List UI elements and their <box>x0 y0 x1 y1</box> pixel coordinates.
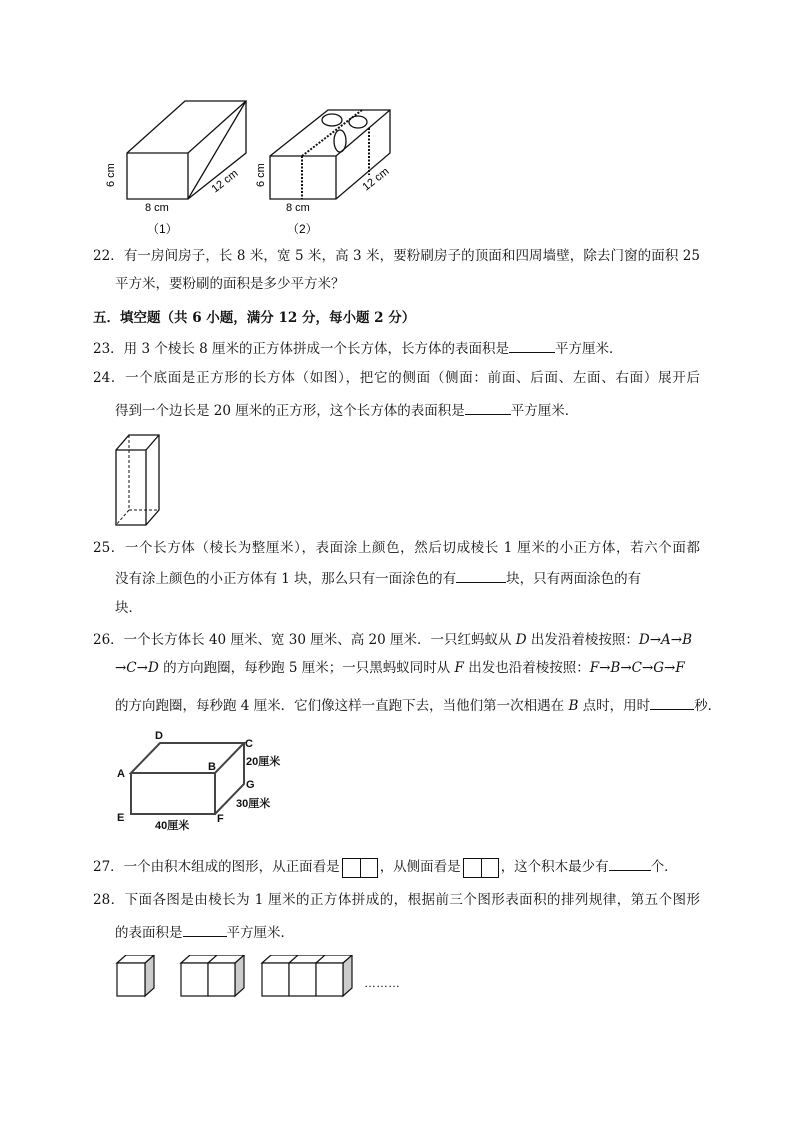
figure-cuboid-ants <box>100 725 300 835</box>
front-view-figure <box>342 858 378 878</box>
q22-line2: 平方米，要粉刷的面积是多少平方米？ <box>115 276 345 292</box>
q28-line2 <box>115 923 700 942</box>
section-heading: 五．填空题（共 6 小题，满分 12 分，每小题 2 分） <box>93 310 416 326</box>
point-b: B <box>568 698 579 714</box>
label-c: C <box>245 738 253 750</box>
q26-answer-blank[interactable] <box>650 696 694 710</box>
q28-unit: 平方厘米． <box>226 925 294 941</box>
q26-line3 <box>115 696 722 715</box>
q25-line1: 25．一个长方体（棱长为整厘米），表面涂上颜色，然后切成棱长 1 厘米的小正方体，若六个面都 <box>93 540 700 556</box>
black-ant-route: F→B→C→G→F <box>589 660 685 676</box>
depth-label-1: 12 cm <box>209 167 241 196</box>
length-label: 40厘米 <box>155 820 190 832</box>
q27 <box>93 857 700 878</box>
label-g: G <box>246 779 255 791</box>
q27-unit: 个． <box>650 859 678 875</box>
point-f: F <box>454 660 464 676</box>
label-a: A <box>117 768 125 780</box>
label-d: D <box>155 730 163 742</box>
q23 <box>93 339 700 358</box>
q26-unit: 秒． <box>694 698 722 714</box>
q27-text-2: ，从侧面看是 <box>379 859 461 875</box>
q28-text: 的表面积是 <box>115 925 183 941</box>
q26-text: 点时，用时 <box>578 698 651 714</box>
q26-line2 <box>115 659 700 677</box>
ellipsis-dots: ……… <box>364 976 400 990</box>
q26-line1 <box>93 631 700 649</box>
width-label-1: 8 cm <box>145 202 169 214</box>
q28-answer-blank[interactable] <box>183 923 227 937</box>
q23-text: 23．用 3 个棱长 8 厘米的正方体拼成一个长方体，长方体的表面积是 <box>93 341 510 357</box>
q27-text-3: ，这个积木最少有 <box>500 859 609 875</box>
figure-cuboid-and-gift-box <box>100 95 420 240</box>
q25-text: 没有涂上颜色的小正方体有 1 块，那么只有一面涂色的有 <box>115 571 457 587</box>
q25-answer-blank-1[interactable] <box>456 569 506 583</box>
q27-text: 27．一个由积木组成的图形，从正面看是 <box>93 859 340 875</box>
q24-unit: 平方厘米． <box>510 403 579 419</box>
figure-square-prism <box>113 432 163 528</box>
label-e: E <box>117 812 125 824</box>
height-label: 20厘米 <box>246 756 281 768</box>
q24-text: 得到一个边长是 20 厘米的正方形，这个长方体的表面积是 <box>115 403 465 419</box>
q25-unit: 块． <box>115 600 142 616</box>
q25-line3 <box>115 599 700 617</box>
q26-text: 出发也沿着棱按照： <box>463 660 590 676</box>
q23-answer-blank[interactable] <box>509 339 555 353</box>
q22-line1: 22．有一房间房子，长 8 米，宽 5 米，高 3 米，要粉刷房子的顶面和四周墙壁，除去门窗的面积 25 <box>93 248 700 264</box>
q26-text: 26．一个长方体长 40 厘米、宽 30 厘米、高 20 厘米．一只红蚂蚁从 <box>93 632 516 648</box>
q28-line1: 28．下面各图是由棱长为 1 厘米的正方体拼成的，根据前三个图形表面积的排列规律，第五个图形 <box>93 892 700 908</box>
q25-line2 <box>115 569 700 588</box>
point-d: D <box>515 632 527 648</box>
q25-text-2: 块，只有两面涂色的有 <box>506 571 642 587</box>
q24-line1: 24．一个底面是正方形的长方体（如图），把它的侧面（侧面：前面、后面、左面、右面）展开后 <box>93 370 700 386</box>
q26-text: 的方向跑圈，每秒跑 5 厘米；一只黑蚂蚁同时从 <box>158 660 455 676</box>
side-view-figure <box>463 858 499 878</box>
caption-2: （2） <box>287 222 318 236</box>
figure-cube-sequence <box>110 955 410 1005</box>
q24-line2 <box>115 401 700 420</box>
q26-text: 的方向跑圈，每秒跑 4 厘米．它们像这样一直跑下去，当他们第一次相遇在 <box>115 698 569 714</box>
height-label-2: 6 cm <box>255 163 267 187</box>
width-label: 30厘米 <box>236 798 271 810</box>
red-ant-route: D→A→B <box>638 632 693 648</box>
red-ant-route-cont: →C→D <box>115 660 159 676</box>
caption-1: （1） <box>147 222 178 236</box>
depth-label-2: 12 cm <box>360 165 392 194</box>
height-label-1: 6 cm <box>105 163 117 187</box>
label-f: F <box>217 813 224 825</box>
q27-answer-blank[interactable] <box>609 857 651 871</box>
q24-answer-blank[interactable] <box>465 401 511 415</box>
q26-text: 出发沿着棱按照： <box>526 632 639 648</box>
q23-unit: 平方厘米． <box>555 341 623 357</box>
label-b: B <box>208 761 216 773</box>
width-label-2: 8 cm <box>286 202 310 214</box>
